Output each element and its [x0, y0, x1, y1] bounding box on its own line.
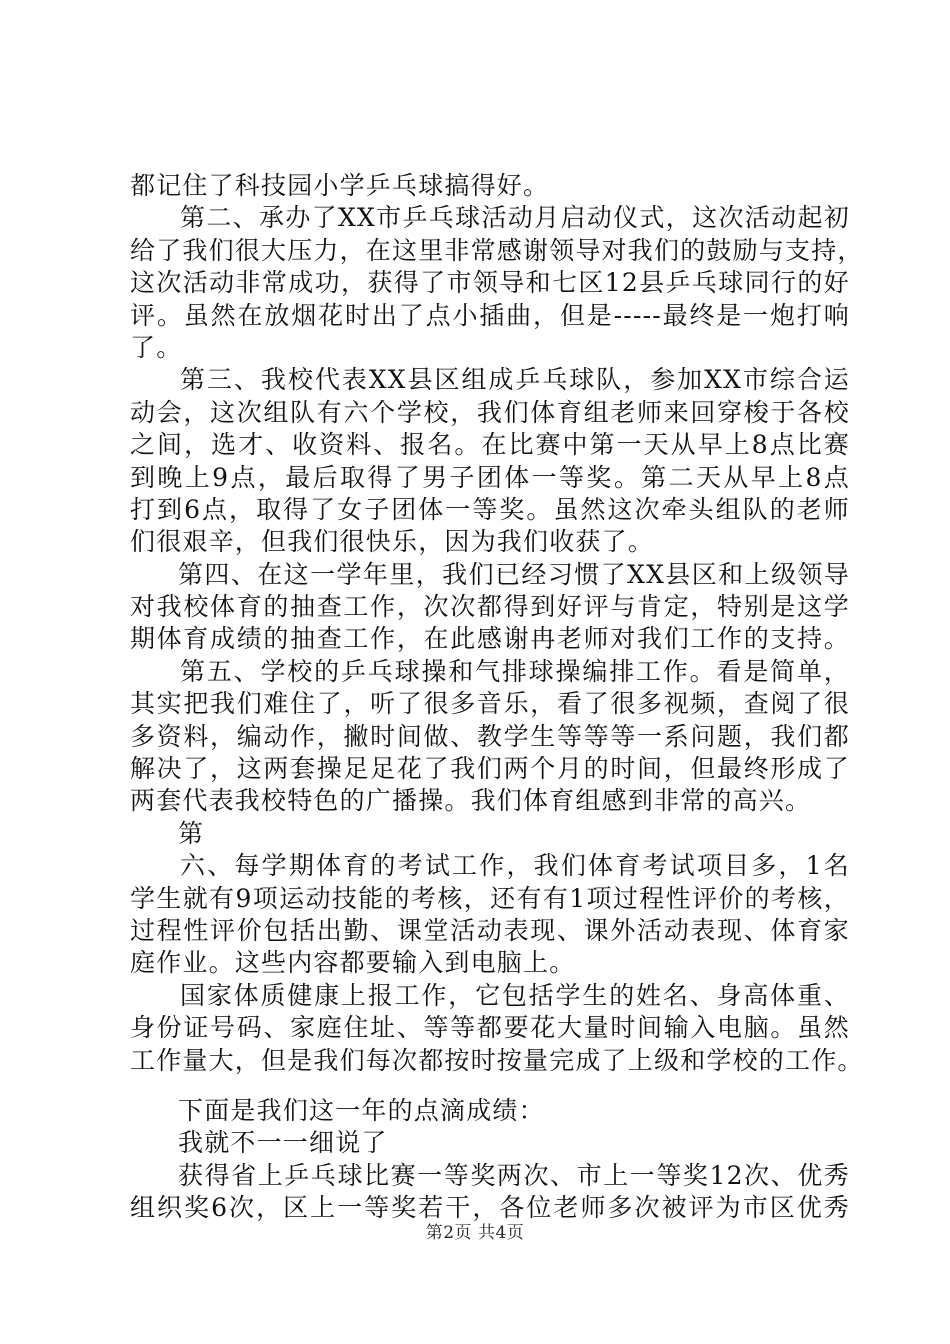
text-line: 第二、承办了XX市乒乓球活动月启动仪式，这次活动起初: [180, 203, 850, 233]
text-line: 第四、在这一学年里，我们已经习惯了XX县区和上级领导: [178, 559, 850, 589]
text-line: 给了我们很大压力，在这里非常感谢领导对我们的鼓励与支持，: [130, 235, 864, 265]
text-line: 动会，这次组队有六个学校，我们体育组老师来回穿梭于各校: [130, 397, 850, 427]
text-line: 打到6点，取得了女子团体一等奖。虽然这次牵头组队的老师: [130, 494, 850, 524]
text-line: 第: [178, 818, 205, 848]
text-line: 两套代表我校特色的广播操。我们体育组感到非常的高兴。: [130, 786, 812, 816]
document-body: [130, 170, 864, 1225]
text-line: 过程性评价包括出勤、课堂活动表现、课外活动表现、体育家: [130, 915, 850, 945]
text-line: 们很艰辛，但我们很快乐，因为我们收获了。: [130, 527, 655, 557]
text-line: 第三、我校代表XX县区组成乒乓球队，参加XX市综合运: [180, 365, 850, 395]
text-line: 学生就有9项运动技能的考核，还有有1项过程性评价的考核，: [130, 883, 850, 913]
text-line: 对我校体育的抽查工作，次次都得到好评与肯定，特别是这学: [130, 592, 850, 622]
text-line: 了。: [130, 332, 183, 362]
text-line: 六、每学期体育的考试工作，我们体育考试项目多，1名: [180, 851, 850, 881]
paragraph-gap: [130, 1077, 850, 1095]
text-line: 多资料，编动作，撇时间做、教学生等等等一系问题，我们都: [130, 721, 850, 751]
text-line: 期体育成绩的抽查工作，在此感谢冉老师对我们工作的支持。: [130, 624, 850, 654]
text-line: 解决了，这两套操足足花了我们两个月的时间，但最终形成了: [130, 754, 850, 784]
text-line: 评。虽然在放烟花时出了点小插曲，但是-----最终是一炮打响: [130, 300, 850, 330]
text-line: 身份证号码、家庭住址、等等都要花大量时间输入电脑。虽然: [130, 1013, 850, 1043]
text-line: 其实把我们难住了，听了很多音乐，看了很多视频，查阅了很: [130, 689, 850, 719]
page-footer: 第2页 共4页: [425, 1223, 525, 1243]
text-line: 到晚上9点，最后取得了男子团体一等奖。第二天从早上8点: [130, 462, 850, 492]
text-line: 下面是我们这一年的点滴成绩：: [178, 1095, 545, 1125]
text-line: 工作量大，但是我们每次都按时按量完成了上级和学校的工作。: [130, 1045, 864, 1075]
text-line: 获得省上乒乓球比赛一等奖两次、市上一等奖12次、优秀: [178, 1160, 850, 1190]
text-line: 庭作业。这些内容都要输入到电脑上。: [130, 948, 576, 978]
text-line: 我就不一一细说了: [178, 1128, 388, 1158]
text-line: 之间，选才、收资料、报名。在比赛中第一天从早上8点比赛: [130, 430, 850, 460]
text-line: 第五、学校的乒乓球操和气排球操编排工作。看是简单，: [180, 656, 850, 686]
text-line: 都记住了科技园小学乒乓球搞得好。: [130, 171, 550, 200]
text-line: 国家体质健康上报工作，它包括学生的姓名、身高体重、: [180, 980, 850, 1010]
text-line: 这次活动非常成功，获得了市领导和七区12县乒乓球同行的好: [130, 268, 850, 298]
text-line: 组织奖6次，区上一等奖若干，各位老师多次被评为市区优秀: [130, 1193, 850, 1223]
